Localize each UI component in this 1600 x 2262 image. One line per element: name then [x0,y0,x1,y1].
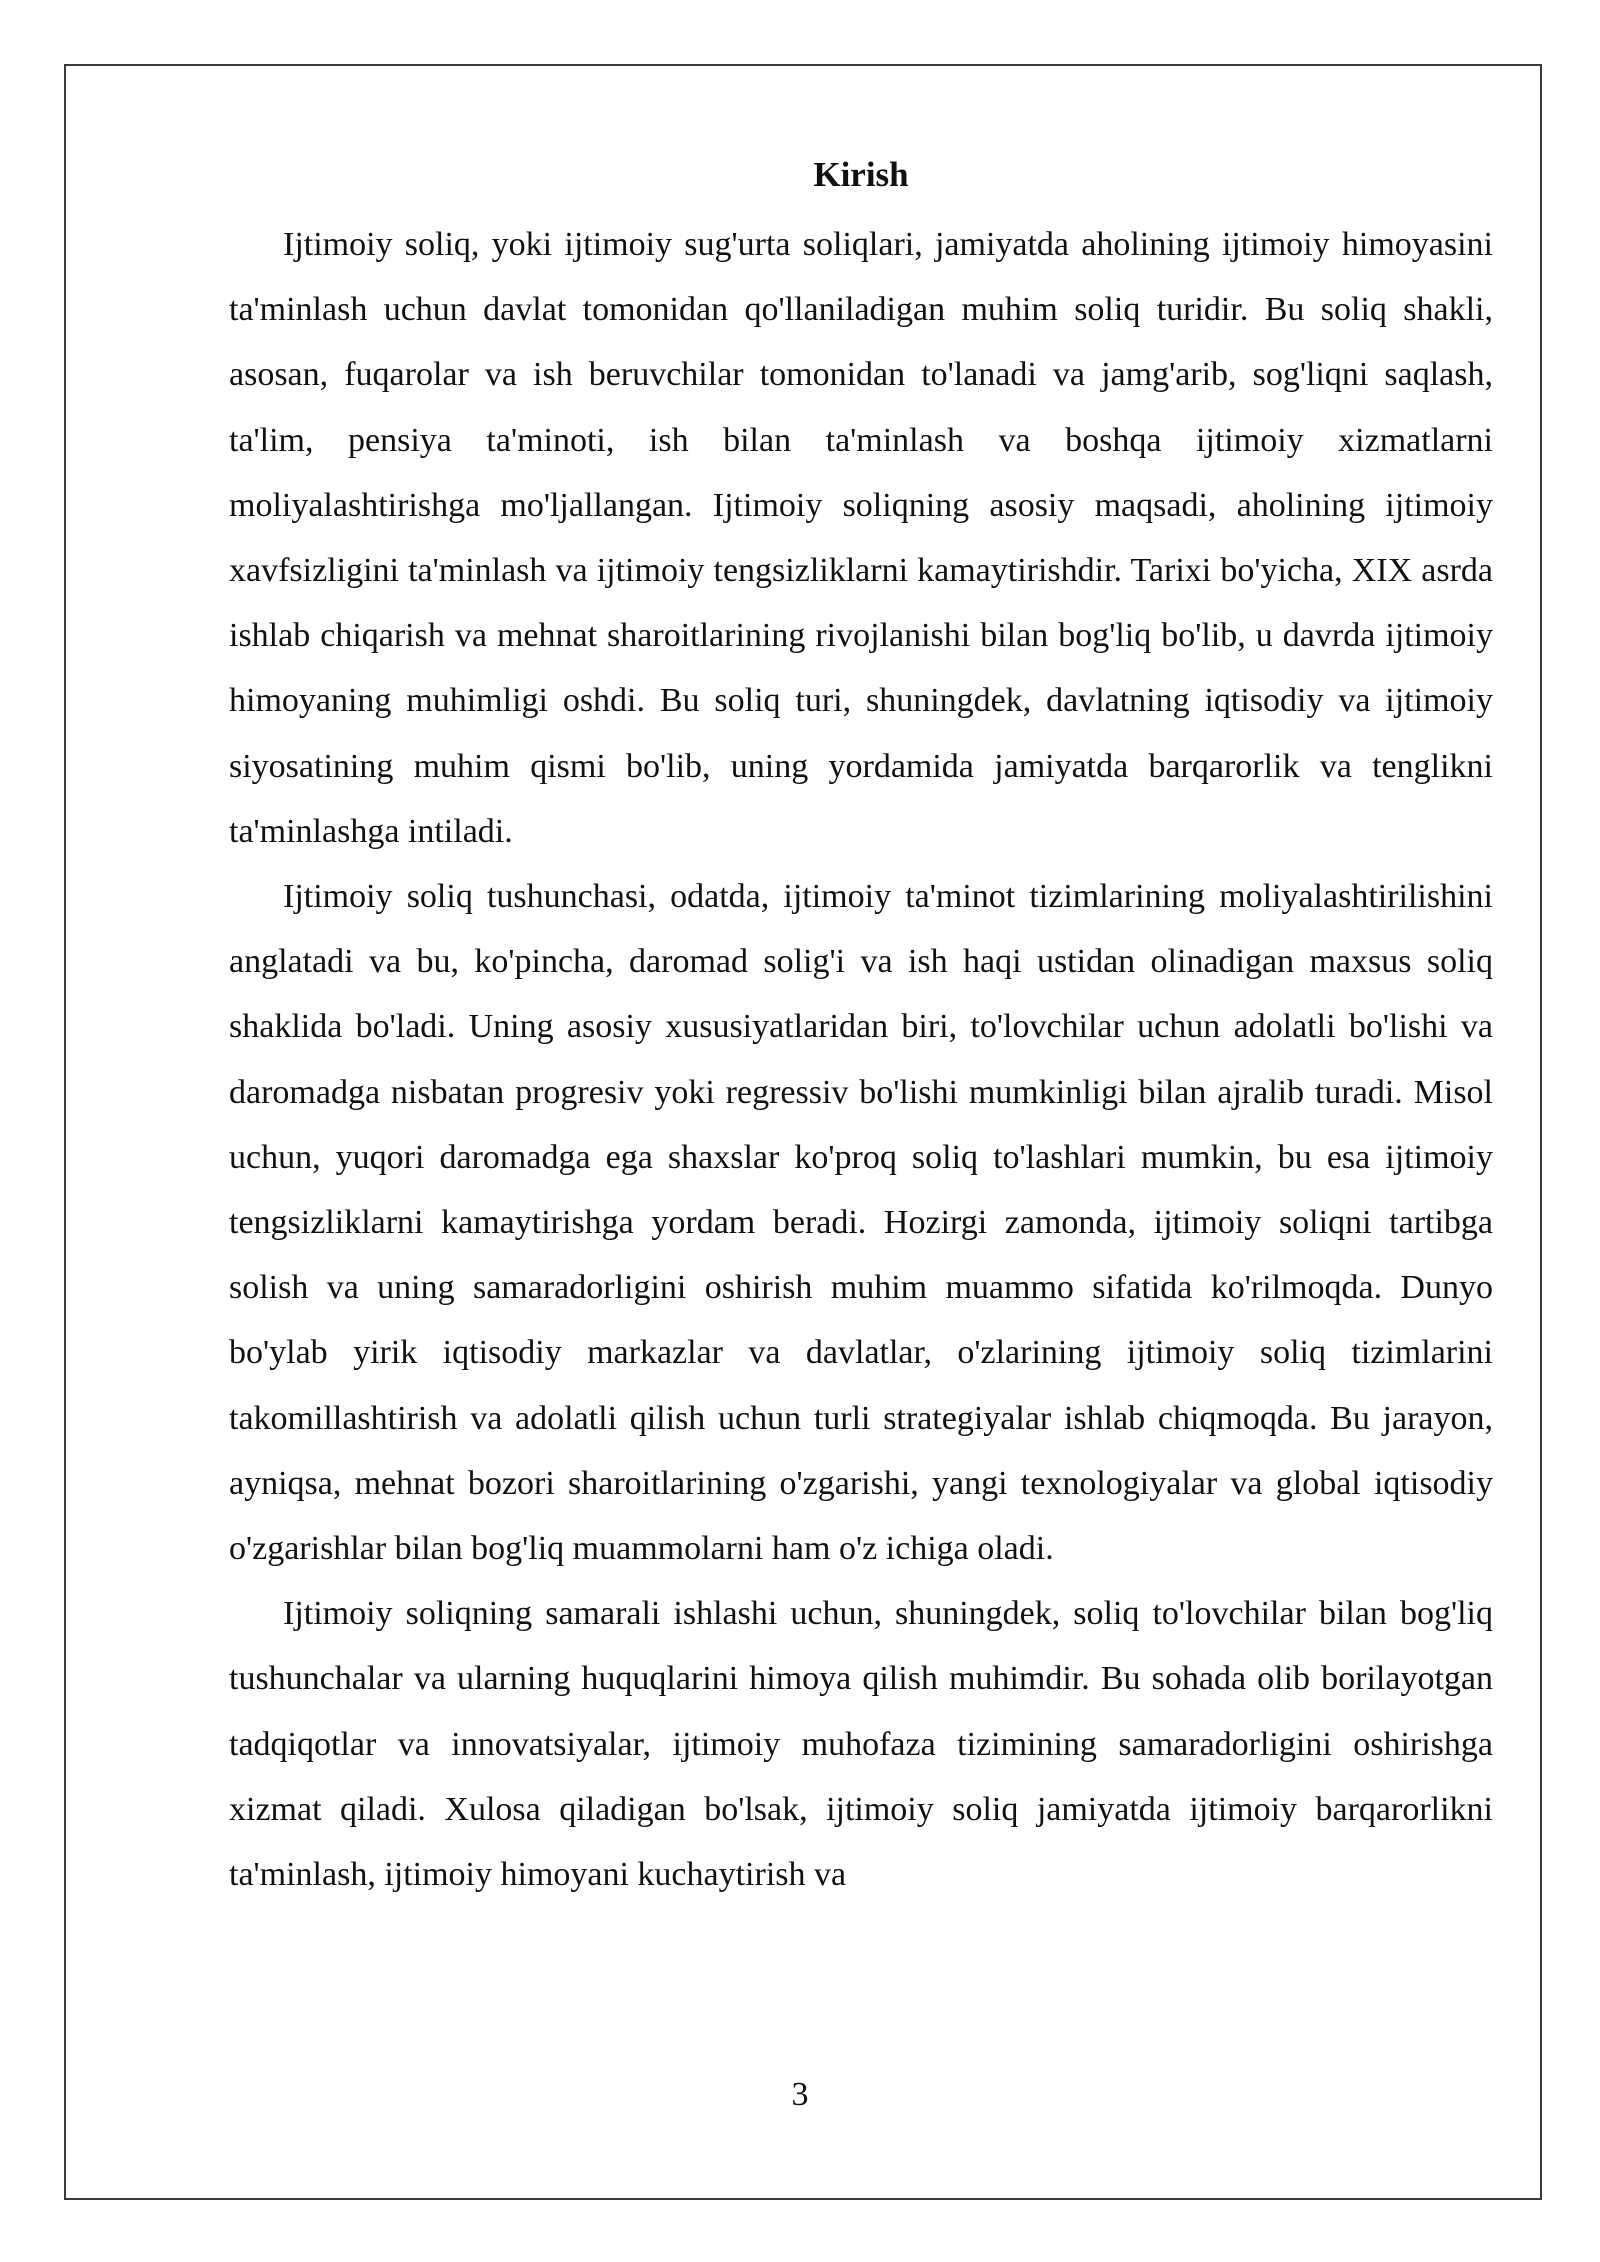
page-number: 3 [791,2076,809,2113]
document-body [229,148,1493,1907]
paragraph-1: Ijtimoiy soliq, yoki ijtimoiy sug'urta soliqlari, jamiyatda aholining ijtimoiy himoyasini ta'minlash uchun davlat tomonidan qo'llaniladigan muhim soliq turidir. Bu soliq shakli, asosan, fuqarolar va ish beruvchilar tomonidan to'lanadi va jamg'arib, sog'liqni saqlash, ta'lim, pensiya ta'minoti, ish bilan ta'minlash va boshqa ijtimoiy xizmatlarni moliyalashtirishga mo'ljallangan. Ijtimoiy soliqning asosiy maqsadi, aholining ijtimoiy xavfsizligini ta'minlash va ijtimoiy tengsizliklarni kamaytirishdir. Tarixi bo'yicha, XIX asrda ishlab chiqarish va mehnat sharoitlarining rivojlanishi bilan bog'liq bo'lib, u davrda ijtimoiy himoyaning muhimligi oshdi. Bu soliq turi, shuningdek, davlatning iqtisodiy va ijtimoiy siyosatining muhim qismi bo'lib, uning yordamida jamiyatda barqarorlik va tenglikni ta'minlashga intiladi. [229,226,1493,850]
section-title: Kirish [813,155,909,194]
paragraph-2: Ijtimoiy soliq tushunchasi, odatda, ijtimoiy ta'minot tizimlarining moliyalashtirilishini anglatadi va bu, ko'pincha, daromad solig'i va ish haqi ustidan olinadigan maxsus soliq shaklida bo'ladi. Uning asosiy xususiyatlaridan biri, to'lovchilar uchun adolatli bo'lishi va daromadga nisbatan progresiv yoki regressiv bo'lishi mumkinligi bilan ajralib turadi. Misol uchun, yuqori daromadga ega shaxslar ko'proq soliq to'lashlari mumkin, bu esa ijtimoiy tengsizliklarni kamaytirishga yordam beradi. Hozirgi zamonda, ijtimoiy soliqni tartibga solish va uning samaradorligini oshirish muhim muammo sifatida ko'rilmoqda. Dunyo bo'ylab yirik iqtisodiy markazlar va davlatlar, o'zlarining ijtimoiy soliq tizimlarini takomillashtirish va adolatli qilish uchun turli strategiyalar ishlab chiqmoqda. Bu jarayon, ayniqsa, mehnat bozori sharoitlarining o'zgarishi, yangi texnologiyalar va global iqtisodiy o'zgarishlar bilan bog'liq muammolarni ham o'z ichiga oladi. [229,878,1493,1568]
paragraph-3: Ijtimoiy soliqning samarali ishlashi uchun, shuningdek, soliq to'lovchilar bilan bog'liq tushunchalar va ularning huquqlarini himoya qilish muhimdir. Bu sohada olib borilayotgan tadqiqotlar va innovatsiyalar, ijtimoiy muhofaza tizimining samaradorligini oshirishga xizmat qiladi. Xulosa qiladigan bo'lsak, ijtimoiy soliq jamiyatda ijtimoiy barqarorlikni ta'minlash, ijtimoiy himoyani kuchaytirish va [229,1595,1493,1894]
